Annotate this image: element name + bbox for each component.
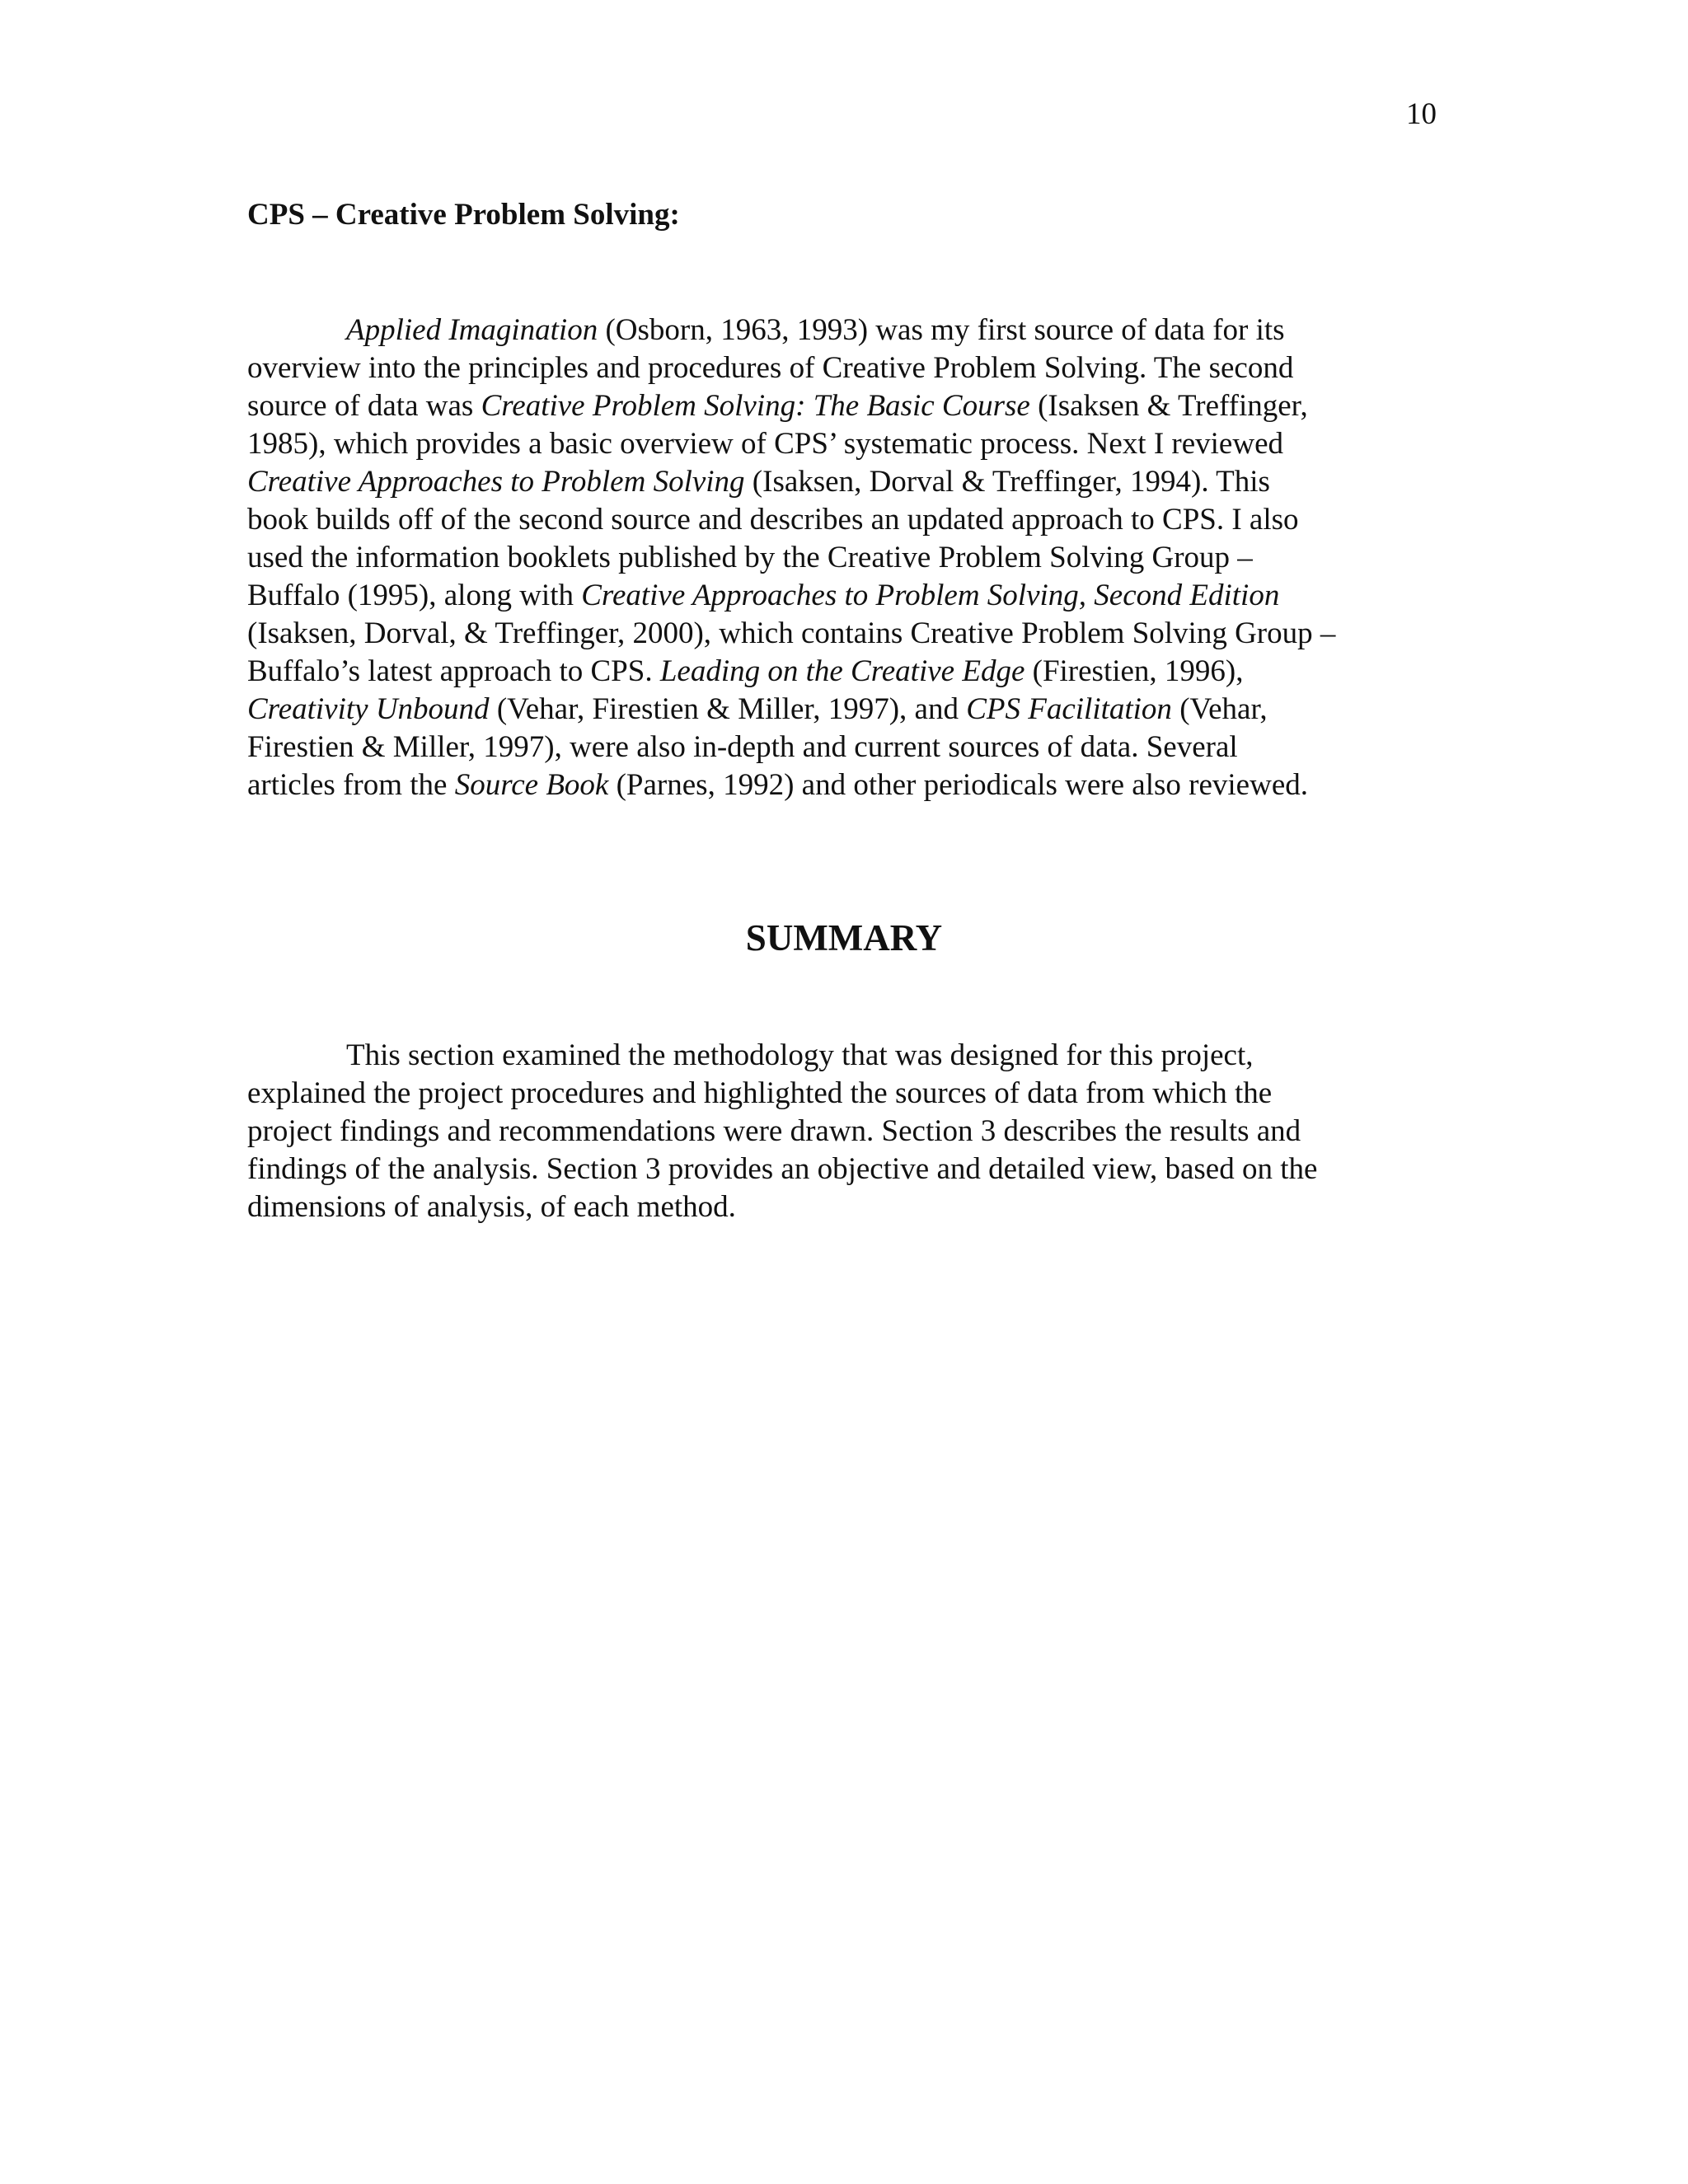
text-run: Buffalo’s latest approach to CPS. — [247, 654, 660, 688]
text-run: Firestien & Miller, 1997), were also in-depth and current sources of data. Several — [247, 730, 1238, 764]
text-run: overview into the principles and procedures of Creative Problem Solving. The second — [247, 351, 1294, 385]
italic-title: Creative Approaches to Problem Solving — [247, 465, 745, 499]
text-line — [247, 1037, 1455, 1075]
text-line — [247, 729, 1455, 766]
text-run: findings of the analysis. Section 3 provides an objective and detailed view, based on the — [247, 1152, 1318, 1186]
text-run: project findings and recommendations were drawn. Section 3 describes the results and — [247, 1114, 1301, 1148]
text-run: dimensions of analysis, of each method. — [247, 1190, 736, 1224]
text-run: (Isaksen, Dorval & Treffinger, 1994). This — [744, 465, 1270, 499]
text-run: (Osborn, 1963, 1993) was my first source of data for its — [598, 313, 1285, 347]
text-run: (Vehar, Firestien & Miller, 1997), and — [489, 692, 967, 726]
text-run: source of data was — [247, 389, 481, 423]
text-line — [247, 1113, 1455, 1151]
text-line — [247, 653, 1455, 691]
text-line — [247, 501, 1455, 539]
text-line — [247, 349, 1455, 387]
text-run: 1985), which provides a basic overview of CPS’ systematic process. Next I reviewed — [247, 427, 1283, 461]
summary-paragraph — [247, 1037, 1455, 1226]
text-run: articles from the — [247, 768, 455, 802]
italic-title: Creative Problem Solving: The Basic Course — [481, 389, 1030, 423]
text-line — [247, 1188, 1455, 1226]
text-line — [247, 577, 1455, 615]
cps-paragraph — [247, 312, 1455, 804]
text-line — [247, 766, 1455, 804]
text-line — [247, 425, 1455, 463]
italic-title: Creativity Unbound — [247, 692, 490, 726]
text-line — [247, 539, 1455, 577]
text-line — [247, 387, 1455, 425]
text-run: This section examined the methodology that was designed for this project, — [346, 1038, 1254, 1072]
text-run: used the information booklets published by the Creative Problem Solving Group – — [247, 541, 1253, 574]
italic-title: CPS Facilitation — [966, 692, 1172, 726]
text-line — [247, 312, 1455, 349]
text-run: (Firestien, 1996), — [1025, 654, 1244, 688]
text-run: (Vehar, — [1171, 692, 1268, 726]
italic-title: Applied Imagination — [346, 313, 598, 347]
summary-heading: SUMMARY — [745, 917, 943, 958]
text-run: book builds off of the second source and describes an updated approach to CPS. I also — [247, 503, 1299, 537]
text-run: (Isaksen & Treffinger, — [1029, 389, 1308, 423]
text-run: explained the project procedures and highlighted the sources of data from which the — [247, 1076, 1273, 1110]
italic-title: Source Book — [454, 768, 609, 802]
text-line — [247, 1075, 1455, 1113]
italic-title: Leading on the Creative Edge — [659, 654, 1025, 688]
italic-title: Creative Approaches to Problem Solving, Second Edition — [581, 579, 1280, 612]
text-line — [247, 691, 1455, 729]
text-line — [247, 1151, 1455, 1188]
cps-section-heading: CPS – Creative Problem Solving: — [247, 198, 680, 232]
text-run: (Isaksen, Dorval, & Treffinger, 2000), which contains Creative Problem Solving Group – — [247, 616, 1336, 650]
text-line — [247, 615, 1455, 653]
page-number: 10 — [1406, 97, 1437, 131]
text-run: (Parnes, 1992) and other periodicals were also reviewed. — [608, 768, 1308, 802]
text-run: Buffalo (1995), along with — [247, 579, 582, 612]
text-line — [247, 463, 1455, 501]
